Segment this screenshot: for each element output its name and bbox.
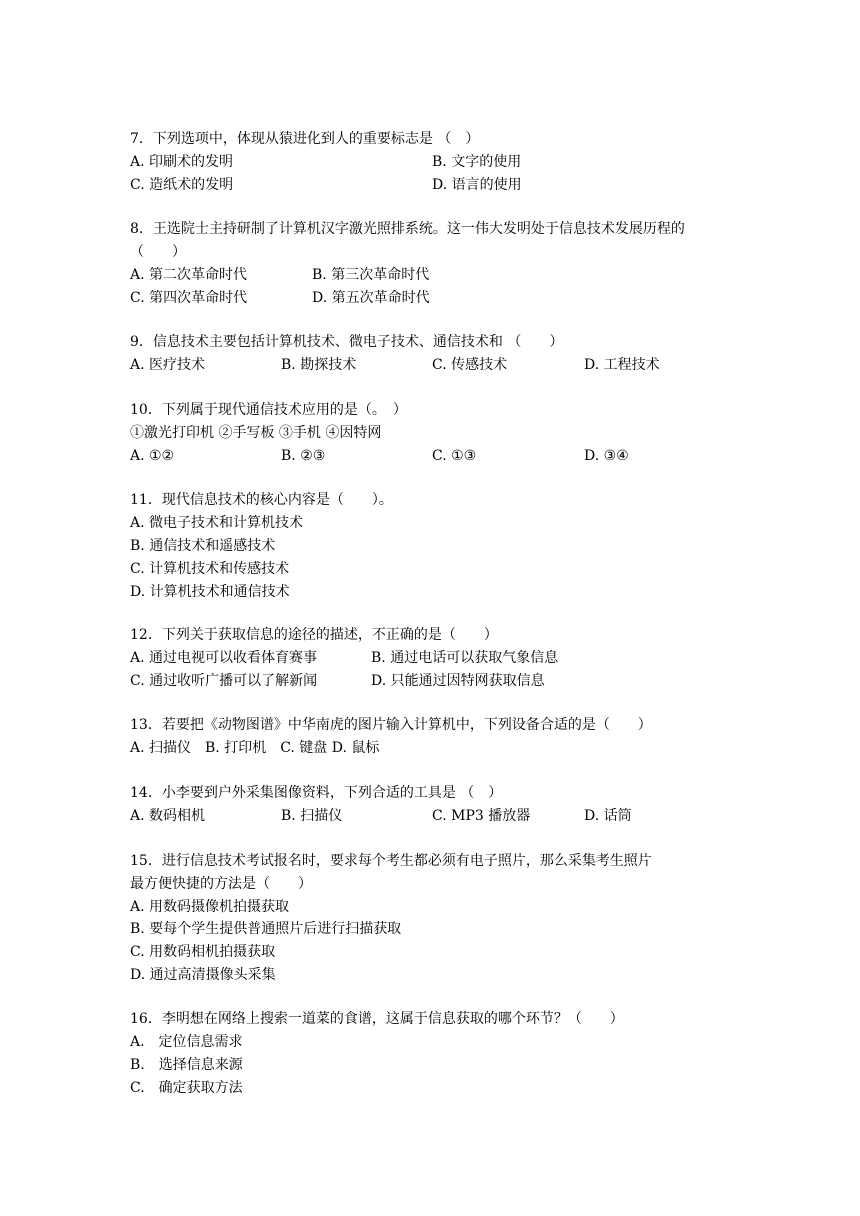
q11-stem: 11．现代信息技术的核心内容是（ ）。 [130,492,393,508]
q10-stem: 10．下列属于现代通信技术应用的是（。 ） [130,402,407,418]
q9-option-a: A. 医疗技术 [130,357,206,373]
q12-option-a: A. 通过电视可以收看体育赛事 [130,650,318,666]
q14-option-a: A. 数码相机 [130,808,206,824]
q15-stem: 15．进行信息技术考试报名时，要求每个考生都必须有电子照片，那么采集考生照片 [130,853,652,869]
q16-option-a: A. 定位信息需求 [130,1034,243,1050]
q13-options: A. 扫描仪 B. 打印机 C. 键盘 D. 鼠标 [130,740,380,756]
q14-option-d: D. 话筒 [584,808,632,824]
q7-option-c: C. 造纸术的发明 [130,177,234,193]
q15-option-b: B. 要每个学生提供普通照片后进行扫描获取 [130,921,402,937]
q9-option-c: C. 传感技术 [432,357,508,373]
q7-option-b: B. 文字的使用 [432,154,522,170]
q12-option-d: D. 只能通过因特网获取信息 [371,673,545,689]
q16-stem: 16．李明想在网络上搜索一道菜的食谱，这属于信息获取的哪个环节？（ ） [130,1011,624,1027]
q7-option-a: A. 印刷术的发明 [130,154,234,170]
q8-option-b: B. 第三次革命时代 [312,267,430,283]
q16-option-b: B. 选择信息来源 [130,1057,243,1073]
q13-stem: 13．若要把《动物图谱》中华南虎的图片输入计算机中，下列设备合适的是（ ） [130,717,652,733]
q8-option-d: D. 第五次革命时代 [312,290,430,306]
q15-option-c: C. 用数码相机拍摄获取 [130,944,276,960]
q8-option-c: C. 第四次革命时代 [130,290,248,306]
q11-option-b: B. 通信技术和遥感技术 [130,538,276,554]
q12-option-c: C. 通过收听广播可以了解新闻 [130,673,318,689]
q12-stem: 12．下列关于获取信息的途径的描述，不正确的是（ ） [130,627,498,643]
q15-option-a: A. 用数码摄像机拍摄获取 [130,899,290,915]
q14-option-c: C. MP3 播放器 [432,808,531,824]
q10-option-b: B. ②③ [281,448,326,464]
q11-option-c: C. 计算机技术和传感技术 [130,561,290,577]
q9-stem: 9．信息技术主要包括计算机技术、微电子技术、通信技术和 （ ） [130,334,564,350]
q11-option-d: D. 计算机技术和通信技术 [130,584,290,600]
q8-stem-cont: （ ） [130,244,186,260]
q8-option-a: A. 第二次革命时代 [130,267,248,283]
q7-option-d: D. 语言的使用 [432,177,522,193]
q10-option-d: D. ③④ [584,448,629,464]
q10-option-a: A. ①② [130,448,175,464]
q11-option-a: A. 微电子技术和计算机技术 [130,515,304,531]
q7-stem: 7．下列选项中，体现从猿进化到人的重要标志是 （ ） [130,131,480,147]
q9-option-d: D. 工程技术 [584,357,660,373]
q15-stem-cont: 最方便快捷的方法是（ ） [130,876,312,892]
q12-option-b: B. 通过电话可以获取气象信息 [371,650,559,666]
q15-option-d: D. 通过高清摄像头采集 [130,967,276,983]
q10-option-c: C. ①③ [432,448,477,464]
q8-stem: 8．王选院士主持研制了计算机汉字激光照排系统。这一伟大发明处于信息技术发展历程的 [130,221,685,237]
q14-stem: 14．小李要到户外采集图像资料，下列合适的工具是 （ ） [130,785,503,801]
q10-items: ①激光打印机 ②手写板 ③手机 ④因特网 [130,425,382,441]
q9-option-b: B. 勘探技术 [281,357,357,373]
q14-option-b: B. 扫描仪 [281,808,343,824]
q16-option-c: C. 确定获取方法 [130,1080,243,1096]
